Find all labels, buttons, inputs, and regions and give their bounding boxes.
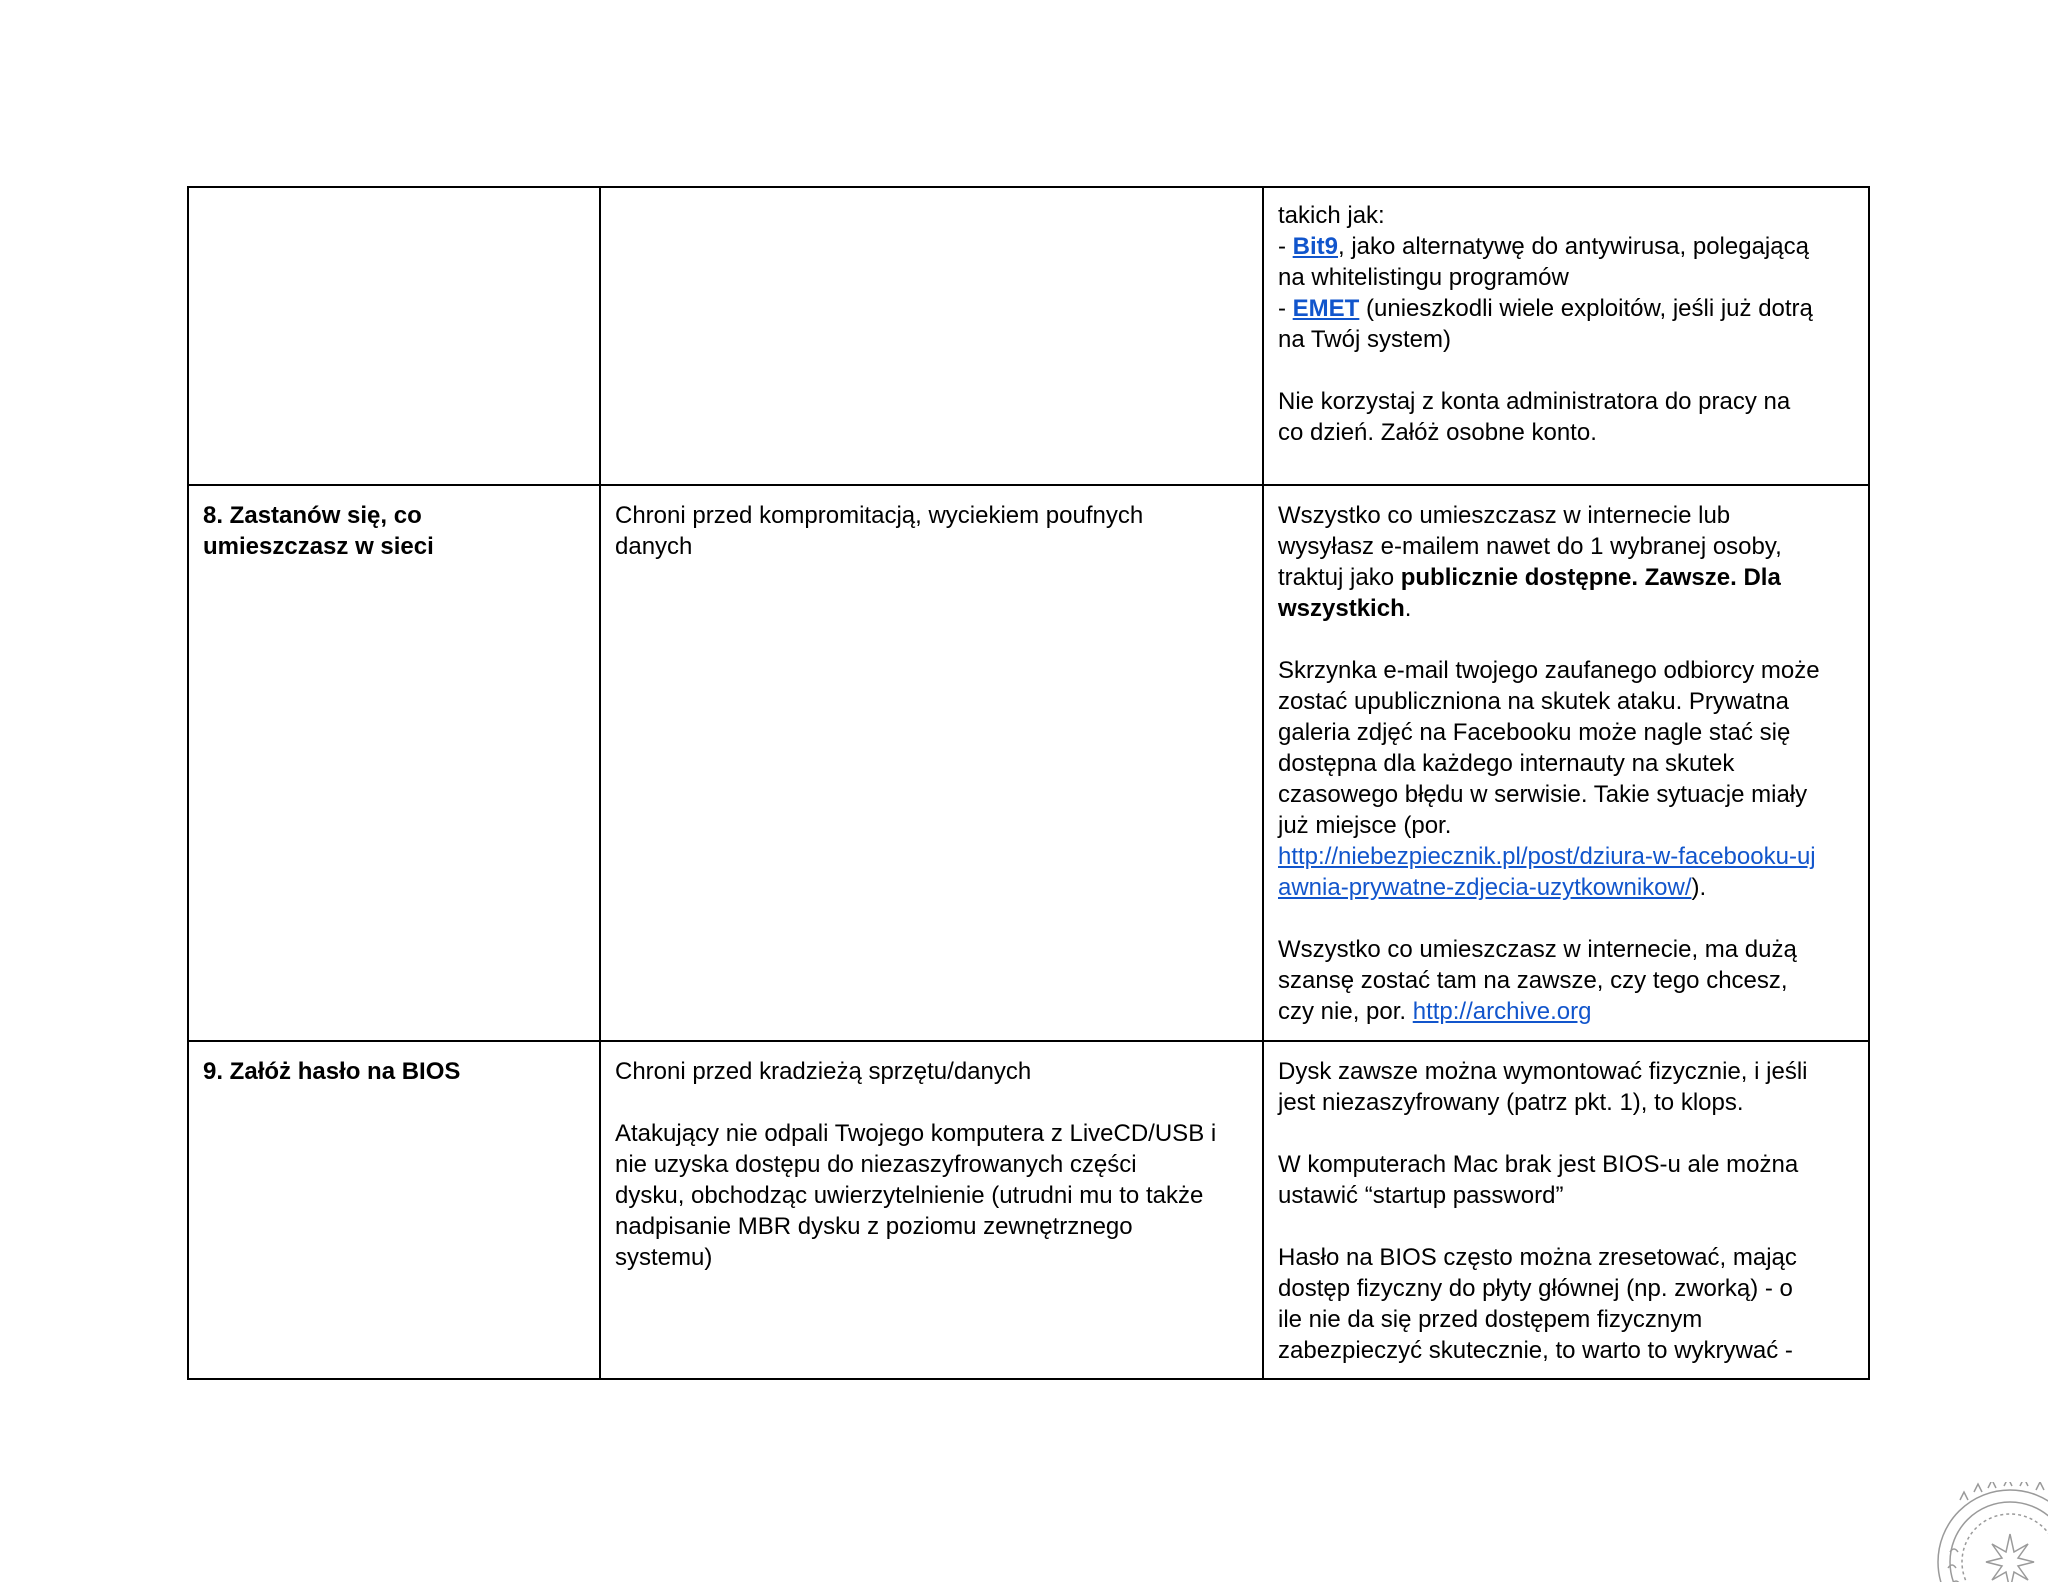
cell-text: traktuj jako (1278, 564, 1401, 591)
cell-text: W komputerach Mac brak jest BIOS-u ale można (1278, 1151, 1799, 1178)
cell-title: 9. Załóż hasło na BIOS (203, 1058, 461, 1085)
cell-text-line (1278, 231, 1854, 262)
niebezpiecznik-link[interactable]: http://niebezpiecznik.pl/post/dziura-w-facebooku-uj (1278, 843, 1816, 870)
row-9-description-cell (600, 1041, 1263, 1379)
cell-text: ile nie da się przed dostępem fizycznym (1278, 1306, 1703, 1333)
cell-text: (unieszkodli wiele exploitów, jeśli już dotrą (1359, 295, 1813, 322)
cell-text: co dzień. Załóż osobne konto. (1278, 419, 1597, 446)
cell-text: zostać upubliczniona na skutek ataku. Prywatna (1278, 688, 1789, 715)
cell-text-line (1278, 996, 1854, 1027)
cell-text-line (1278, 593, 1854, 624)
row-continued-title-cell (188, 187, 600, 485)
cell-text-line (1278, 872, 1854, 903)
emet-link[interactable]: EMET (1292, 295, 1360, 322)
cell-text: jest niezaszyfrowany (patrz pkt. 1), to klops. (1278, 1089, 1744, 1116)
bit9-link[interactable]: Bit9 (1292, 233, 1339, 260)
cell-text: ). (1691, 874, 1707, 901)
cell-text-line (1278, 562, 1854, 593)
cell-text: Wszystko co umieszczasz w internecie, ma dużą (1278, 936, 1797, 963)
cell-text: nadpisanie MBR dysku z poziomu zewnętrznego (615, 1213, 1133, 1240)
cell-text: dostęp fizyczny do płyty głównej (np. zworką) - o (1278, 1275, 1793, 1302)
cell-text: na whitelistingu programów (1278, 264, 1569, 291)
table-row (188, 1041, 1869, 1379)
paragraph-gap (1278, 355, 1854, 386)
cell-text: Skrzynka e-mail twojego zaufanego odbiorcy może (1278, 657, 1820, 684)
cell-text: Chroni przed kradzieżą sprzętu/danych (615, 1058, 1032, 1085)
paragraph-gap (1278, 903, 1854, 934)
cell-text: na Twój system) (1278, 326, 1451, 353)
cell-text: dostępna dla każdego internauty na skutek (1278, 750, 1735, 777)
cell-text: wysyłasz e-mailem nawet do 1 wybranej osoby, (1278, 533, 1782, 560)
table-row (188, 485, 1869, 1041)
row-9-notes-cell (1263, 1041, 1869, 1379)
row-8-title-cell (188, 485, 600, 1041)
paragraph-gap (1278, 1118, 1854, 1149)
cell-text: zabezpieczyć skutecznie, to warto to wykrywać - (1278, 1337, 1793, 1364)
cell-text: Nie korzystaj z konta administratora do pracy na (1278, 388, 1791, 415)
cell-text: , jako alternatywę do antywirusa, polegającą (1338, 233, 1809, 260)
row-continued-description-cell (600, 187, 1263, 485)
cell-title: umieszczasz w sieci (203, 533, 434, 560)
cell-text: galeria zdjęć na Facebooku może nagle stać się (1278, 719, 1791, 746)
row-8-notes-cell (1263, 485, 1869, 1041)
cell-text: Hasło na BIOS często można zresetować, mając (1278, 1244, 1797, 1271)
paragraph-gap (1278, 1211, 1854, 1242)
cell-text-line (1278, 293, 1854, 324)
seal-stamp-icon (1930, 1482, 2048, 1582)
cell-text: czasowego błędu w serwisie. Takie sytuacje miały (1278, 781, 1808, 808)
cell-text: danych (615, 533, 693, 560)
niebezpiecznik-link-continued[interactable]: awnia-prywatne-zdjecia-uzytkownikow/ (1278, 874, 1692, 901)
cell-text: systemu) (615, 1244, 713, 1271)
paragraph-gap (615, 1087, 1248, 1118)
cell-text: ustawić “startup password” (1278, 1182, 1564, 1209)
row-9-title-cell (188, 1041, 600, 1379)
cell-text: szansę zostać tam na zawsze, czy tego chcesz, (1278, 967, 1788, 994)
cell-text: - (1278, 295, 1293, 322)
row-continued-notes-cell (1263, 187, 1869, 485)
cell-text-line (1278, 841, 1854, 872)
cell-text: dysku, obchodząc uwierzytelnienie (utrudni mu to także (615, 1182, 1204, 1209)
archive-org-link[interactable]: http://archive.org (1412, 998, 1592, 1025)
cell-text: . (1404, 595, 1412, 622)
cell-text: Chroni przed kompromitacją, wyciekiem poufnych (615, 502, 1144, 529)
cell-text: czy nie, por. (1278, 998, 1413, 1025)
cell-text: Wszystko co umieszczasz w internecie lub (1278, 502, 1731, 529)
cell-text-bold: wszystkich (1278, 595, 1405, 622)
cell-text: takich jak: (1278, 202, 1385, 229)
security-tips-table (187, 186, 1870, 1380)
cell-text: Dysk zawsze można wymontować fizycznie, i jeśli (1278, 1058, 1808, 1085)
cell-text: - (1278, 233, 1293, 260)
row-8-description-cell (600, 485, 1263, 1041)
cell-text-bold: publicznie dostępne. Zawsze. Dla (1400, 564, 1781, 591)
cell-title: 8. Zastanów się, co (203, 502, 422, 529)
cell-text: Atakujący nie odpali Twojego komputera z LiveCD/USB i (615, 1120, 1217, 1147)
table-row (188, 187, 1869, 485)
cell-text: nie uzyska dostępu do niezaszyfrowanych części (615, 1151, 1137, 1178)
paragraph-gap (1278, 624, 1854, 655)
cell-text: już miejsce (por. (1278, 812, 1452, 839)
